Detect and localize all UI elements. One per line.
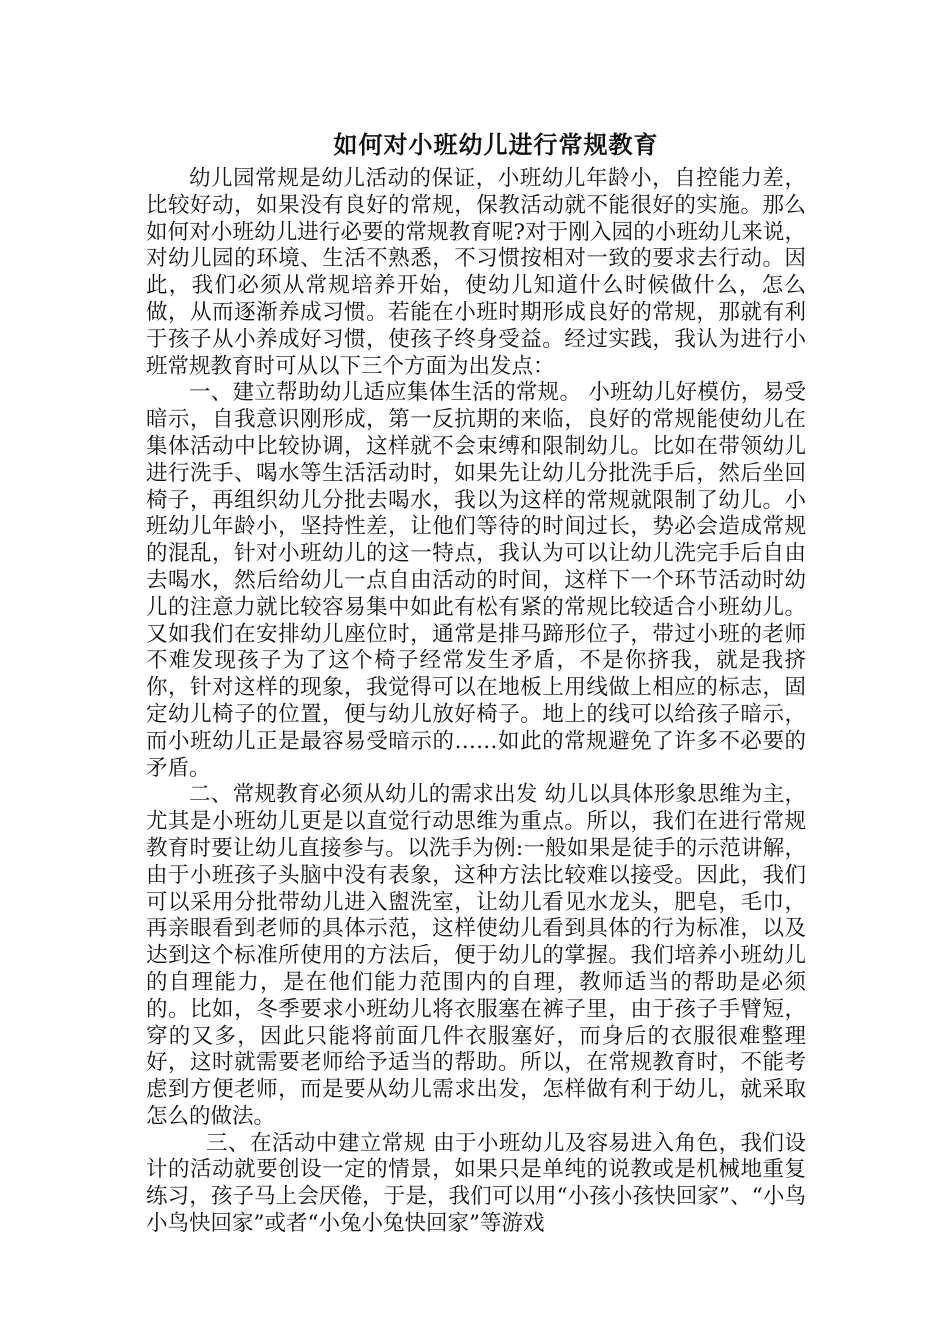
document-title: 如何对小班幼儿进行常规教育 <box>333 130 659 159</box>
paragraph-section-3: 三、在活动中建立常规 由于小班幼儿及容易进入角色，我们设计的活动就要创设一定的情景，如果只是单纯的说教或是机械地重复练习，孩子马上会厌倦，于是，我们可以用“小孩小孩快回家”、“小鸟小鸟快回家”或者“小兔小兔快回家”等游戏 <box>146 1130 806 1237</box>
document-page <box>146 128 806 1238</box>
paragraph-section-1: 一、建立帮助幼儿适应集体生活的常规。 小班幼儿好模仿，易受暗示，自我意识刚形成，第一反抗期的来临，良好的常规能使幼儿在集体活动中比较协调，这样就不会束缚和限制幼儿。比如在带领幼儿进行洗手、喝水等生活活动时，如果先让幼儿分批洗手后，然后坐回椅子，再组织幼儿分批去喝水，我以为这样的常规就限制了幼儿。小班幼儿年龄小，坚持性差，让他们等待的时间过长，势必会造成常规的混乱，针对小班幼儿的这一特点，我认为可以让幼儿洗完手后自由去喝水，然后给幼儿一点自由活动的时间，这样下一个环节活动时幼儿的注意力就比较容易集中如此有松有紧的常规比较适合小班幼儿。 又如我们在安排幼儿座位时，通常是排马蹄形位子，带过小班的老师不难发现孩子为了这个椅子经常发生矛盾，不是你挤我，就是我挤你，针对这样的现象，我觉得可以在地板上用线做上相应的标志，固定幼儿椅子的位置，便与幼儿放好椅子。地上的线可以给孩子暗示，而小班幼儿正是最容易受暗示的……如此的常规避免了许多不必要的矛盾。 <box>146 380 806 781</box>
paragraph-intro: 幼儿园常规是幼儿活动的保证，小班幼儿年龄小，自控能力差，比较好动，如果没有良好的常规，保教活动就不能很好的实施。那么如何对小班幼儿进行必要的常规教育呢?对于刚入园的小班幼儿来说，对幼儿园的环境、生活不熟悉，不习惯按相对一致的要求去行动。因此，我们必须从常规培养开始，使幼儿知道什么时候做什么，怎么做，从而逐渐养成习惯。若能在小班时期形成良好的常规，那就有利于孩子从小养成好习惯，使孩子终身受益。经过实践，我认为进行小班常规教育时可从以下三个方面为出发点： <box>146 166 806 379</box>
paragraph-section-2: 二、常规教育必须从幼儿的需求出发 幼儿以具体形象思维为主，尤其是小班幼儿更是以直觉行动思维为重点。所以，我们在进行常规教育时要让幼儿直接参与。以洗手为例:一般如果是徒手的示范讲解，由于小班孩子头脑中没有表象，这种方法比较难以接受。因此，我们可以采用分批带幼儿进入盥洗室，让幼儿看见水龙头，肥皂，毛巾，再亲眼看到老师的具体示范，这样使幼儿看到具体的行为标准，以及达到这个标准所使用的方法后，便于幼儿的掌握。我们培养小班幼儿的自理能力，是在他们能力范围内的自理，教师适当的帮助是必须的。比如，冬季要求小班幼儿将衣服塞在裤子里，由于孩子手臂短，穿的又多，因此只能将前面几件衣服塞好，而身后的衣服很难整理好，这时就需要老师给予适当的帮助。所以，在常规教育时，不能考虑到方便老师，而是要从幼儿需求出发，怎样做有利于幼儿，就采取怎么的做法。 <box>146 782 806 1129</box>
